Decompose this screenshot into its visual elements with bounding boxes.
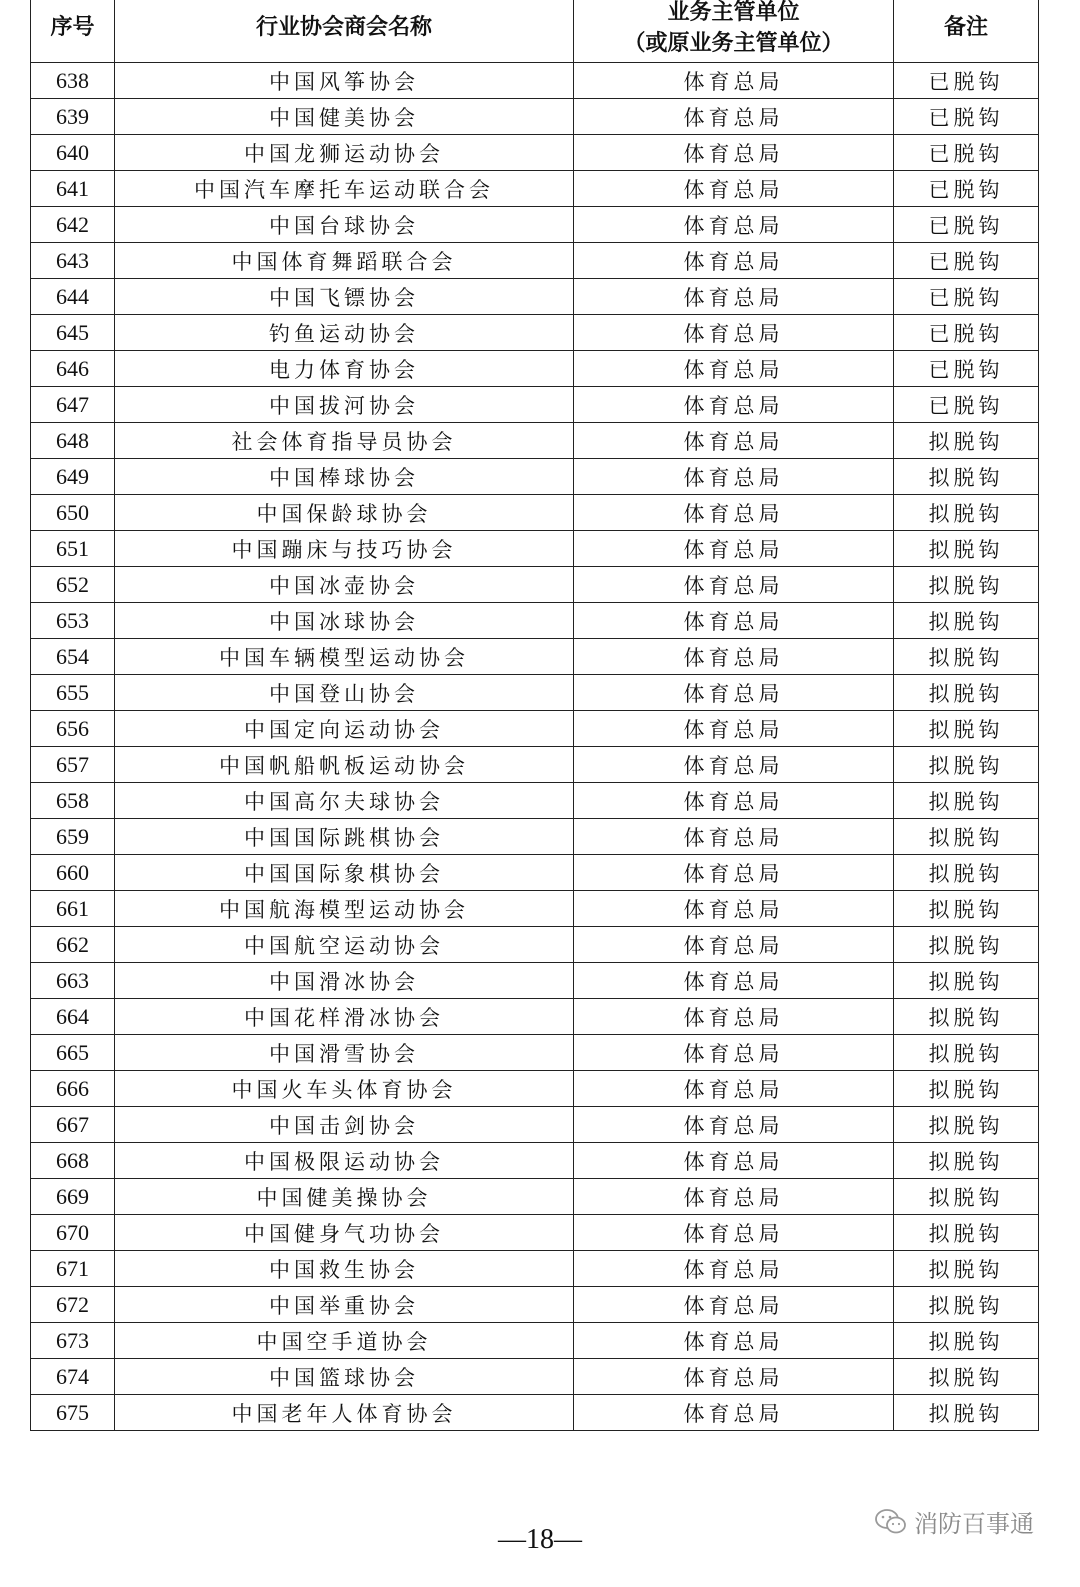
cell-supervising-unit: 体育总局: [574, 387, 894, 423]
cell-supervising-unit: 体育总局: [574, 783, 894, 819]
cell-remarks: 拟脱钩: [894, 747, 1039, 783]
cell-association-name: 中国定向运动协会: [115, 711, 574, 747]
cell-serial-number: 655: [31, 675, 115, 711]
header-supervising-unit-line1: 业务主管单位: [667, 0, 800, 25]
cell-remarks: 已脱钩: [894, 135, 1039, 171]
cell-remarks: 已脱钩: [894, 171, 1039, 207]
cell-serial-number: 660: [31, 855, 115, 891]
table-row: [31, 855, 1039, 891]
table-row: [31, 279, 1039, 315]
cell-remarks: 已脱钩: [894, 99, 1039, 135]
cell-remarks: 拟脱钩: [894, 927, 1039, 963]
table-row: [31, 1395, 1039, 1431]
cell-serial-number: 671: [31, 1251, 115, 1287]
table-row: [31, 99, 1039, 135]
cell-association-name: 中国国际象棋协会: [115, 855, 574, 891]
table-row: [31, 675, 1039, 711]
cell-supervising-unit: 体育总局: [574, 567, 894, 603]
cell-serial-number: 649: [31, 459, 115, 495]
cell-association-name: 电力体育协会: [115, 351, 574, 387]
cell-supervising-unit: 体育总局: [574, 1359, 894, 1395]
table-row: [31, 1215, 1039, 1251]
document-table-wrapper: [30, 0, 1038, 1431]
cell-association-name: 中国冰球协会: [115, 603, 574, 639]
cell-association-name: 中国花样滑冰协会: [115, 999, 574, 1035]
watermark-text: 消防百事通: [914, 1510, 1034, 1538]
cell-serial-number: 640: [31, 135, 115, 171]
cell-supervising-unit: 体育总局: [574, 459, 894, 495]
cell-supervising-unit: 体育总局: [574, 639, 894, 675]
cell-remarks: 拟脱钩: [894, 495, 1039, 531]
page-number: —18—: [498, 1524, 582, 1555]
cell-association-name: 中国滑雪协会: [115, 1035, 574, 1071]
cell-association-name: 中国车辆模型运动协会: [115, 639, 574, 675]
cell-association-name: 社会体育指导员协会: [115, 423, 574, 459]
cell-association-name: 中国救生协会: [115, 1251, 574, 1287]
cell-remarks: 已脱钩: [894, 207, 1039, 243]
cell-supervising-unit: 体育总局: [574, 99, 894, 135]
cell-association-name: 中国击剑协会: [115, 1107, 574, 1143]
table-row: [31, 1107, 1039, 1143]
cell-remarks: 已脱钩: [894, 387, 1039, 423]
cell-remarks: 拟脱钩: [894, 999, 1039, 1035]
table-row: [31, 423, 1039, 459]
cell-remarks: 拟脱钩: [894, 1395, 1039, 1431]
cell-serial-number: 641: [31, 171, 115, 207]
cell-remarks: 拟脱钩: [894, 783, 1039, 819]
cell-association-name: 中国老年人体育协会: [115, 1395, 574, 1431]
cell-remarks: 已脱钩: [894, 351, 1039, 387]
table-row: [31, 1179, 1039, 1215]
table-row: [31, 639, 1039, 675]
cell-serial-number: 669: [31, 1179, 115, 1215]
cell-remarks: 拟脱钩: [894, 567, 1039, 603]
table-row: [31, 1251, 1039, 1287]
cell-remarks: 拟脱钩: [894, 819, 1039, 855]
cell-remarks: 拟脱钩: [894, 711, 1039, 747]
table-row: [31, 927, 1039, 963]
cell-association-name: 钓鱼运动协会: [115, 315, 574, 351]
cell-association-name: 中国高尔夫球协会: [115, 783, 574, 819]
cell-serial-number: 650: [31, 495, 115, 531]
cell-serial-number: 653: [31, 603, 115, 639]
table-row: [31, 747, 1039, 783]
cell-remarks: 拟脱钩: [894, 1251, 1039, 1287]
cell-serial-number: 674: [31, 1359, 115, 1395]
table-row: [31, 567, 1039, 603]
cell-remarks: 拟脱钩: [894, 963, 1039, 999]
cell-remarks: 拟脱钩: [894, 1143, 1039, 1179]
cell-association-name: 中国火车头体育协会: [115, 1071, 574, 1107]
cell-association-name: 中国棒球协会: [115, 459, 574, 495]
cell-serial-number: 675: [31, 1395, 115, 1431]
cell-remarks: 拟脱钩: [894, 1287, 1039, 1323]
cell-supervising-unit: 体育总局: [574, 171, 894, 207]
cell-serial-number: 670: [31, 1215, 115, 1251]
cell-supervising-unit: 体育总局: [574, 1071, 894, 1107]
cell-serial-number: 638: [31, 63, 115, 99]
cell-serial-number: 667: [31, 1107, 115, 1143]
cell-supervising-unit: 体育总局: [574, 711, 894, 747]
table-row: [31, 999, 1039, 1035]
cell-remarks: 拟脱钩: [894, 1107, 1039, 1143]
cell-serial-number: 666: [31, 1071, 115, 1107]
table-row: [31, 783, 1039, 819]
table-row: [31, 711, 1039, 747]
cell-serial-number: 659: [31, 819, 115, 855]
header-association-name: 行业协会商会名称: [115, 0, 574, 63]
cell-supervising-unit: 体育总局: [574, 423, 894, 459]
cell-supervising-unit: 体育总局: [574, 891, 894, 927]
cell-serial-number: 648: [31, 423, 115, 459]
cell-association-name: 中国健身气功协会: [115, 1215, 574, 1251]
header-supervising-unit: [574, 0, 894, 63]
table-row: [31, 1287, 1039, 1323]
cell-remarks: 拟脱钩: [894, 531, 1039, 567]
cell-supervising-unit: 体育总局: [574, 315, 894, 351]
cell-association-name: 中国健美操协会: [115, 1179, 574, 1215]
cell-association-name: 中国极限运动协会: [115, 1143, 574, 1179]
cell-supervising-unit: 体育总局: [574, 999, 894, 1035]
table-header-row: [31, 0, 1039, 63]
cell-supervising-unit: 体育总局: [574, 279, 894, 315]
table-row: [31, 171, 1039, 207]
header-supervising-unit-line2: （或原业务主管单位）: [623, 30, 844, 56]
cell-remarks: 拟脱钩: [894, 1359, 1039, 1395]
cell-supervising-unit: 体育总局: [574, 1179, 894, 1215]
cell-association-name: 中国冰壶协会: [115, 567, 574, 603]
cell-remarks: 拟脱钩: [894, 855, 1039, 891]
cell-association-name: 中国体育舞蹈联合会: [115, 243, 574, 279]
cell-remarks: 拟脱钩: [894, 675, 1039, 711]
cell-association-name: 中国健美协会: [115, 99, 574, 135]
cell-supervising-unit: 体育总局: [574, 1143, 894, 1179]
cell-association-name: 中国拔河协会: [115, 387, 574, 423]
table-row: [31, 459, 1039, 495]
table-row: [31, 495, 1039, 531]
cell-supervising-unit: 体育总局: [574, 927, 894, 963]
table-row: [31, 1035, 1039, 1071]
cell-association-name: 中国举重协会: [115, 1287, 574, 1323]
table-row: [31, 603, 1039, 639]
cell-association-name: 中国帆船帆板运动协会: [115, 747, 574, 783]
cell-serial-number: 673: [31, 1323, 115, 1359]
table-row: [31, 243, 1039, 279]
table-row: [31, 819, 1039, 855]
cell-association-name: 中国空手道协会: [115, 1323, 574, 1359]
cell-serial-number: 656: [31, 711, 115, 747]
table-row: [31, 1323, 1039, 1359]
cell-serial-number: 643: [31, 243, 115, 279]
table-row: [31, 1071, 1039, 1107]
cell-serial-number: 651: [31, 531, 115, 567]
cell-supervising-unit: 体育总局: [574, 243, 894, 279]
cell-supervising-unit: 体育总局: [574, 963, 894, 999]
cell-serial-number: 664: [31, 999, 115, 1035]
cell-supervising-unit: 体育总局: [574, 1287, 894, 1323]
table-row: [31, 351, 1039, 387]
cell-remarks: 已脱钩: [894, 315, 1039, 351]
associations-table: [30, 0, 1039, 1431]
cell-remarks: 拟脱钩: [894, 891, 1039, 927]
cell-supervising-unit: 体育总局: [574, 63, 894, 99]
cell-remarks: 已脱钩: [894, 63, 1039, 99]
cell-association-name: 中国龙狮运动协会: [115, 135, 574, 171]
cell-association-name: 中国蹦床与技巧协会: [115, 531, 574, 567]
cell-remarks: 拟脱钩: [894, 603, 1039, 639]
cell-remarks: 拟脱钩: [894, 639, 1039, 675]
cell-remarks: 拟脱钩: [894, 423, 1039, 459]
cell-serial-number: 657: [31, 747, 115, 783]
cell-serial-number: 646: [31, 351, 115, 387]
cell-supervising-unit: 体育总局: [574, 1323, 894, 1359]
cell-serial-number: 652: [31, 567, 115, 603]
cell-association-name: 中国航空运动协会: [115, 927, 574, 963]
table-row: [31, 135, 1039, 171]
cell-supervising-unit: 体育总局: [574, 675, 894, 711]
cell-association-name: 中国滑冰协会: [115, 963, 574, 999]
cell-remarks: 拟脱钩: [894, 1035, 1039, 1071]
table-row: [31, 207, 1039, 243]
cell-association-name: 中国航海模型运动协会: [115, 891, 574, 927]
header-serial-number: 序号: [31, 0, 115, 63]
cell-supervising-unit: 体育总局: [574, 855, 894, 891]
table-row: [31, 387, 1039, 423]
cell-association-name: 中国风筝协会: [115, 63, 574, 99]
cell-remarks: 拟脱钩: [894, 459, 1039, 495]
cell-serial-number: 647: [31, 387, 115, 423]
cell-supervising-unit: 体育总局: [574, 351, 894, 387]
cell-remarks: 已脱钩: [894, 279, 1039, 315]
cell-supervising-unit: 体育总局: [574, 819, 894, 855]
header-remarks: 备注: [894, 0, 1039, 63]
cell-supervising-unit: 体育总局: [574, 603, 894, 639]
cell-supervising-unit: 体育总局: [574, 1035, 894, 1071]
cell-supervising-unit: 体育总局: [574, 1395, 894, 1431]
cell-association-name: 中国飞镖协会: [115, 279, 574, 315]
cell-serial-number: 662: [31, 927, 115, 963]
cell-serial-number: 645: [31, 315, 115, 351]
cell-serial-number: 661: [31, 891, 115, 927]
cell-serial-number: 672: [31, 1287, 115, 1323]
cell-association-name: 中国保龄球协会: [115, 495, 574, 531]
cell-association-name: 中国台球协会: [115, 207, 574, 243]
cell-supervising-unit: 体育总局: [574, 135, 894, 171]
cell-serial-number: 654: [31, 639, 115, 675]
table-row: [31, 63, 1039, 99]
cell-supervising-unit: 体育总局: [574, 1251, 894, 1287]
cell-supervising-unit: 体育总局: [574, 207, 894, 243]
cell-serial-number: 663: [31, 963, 115, 999]
cell-serial-number: 642: [31, 207, 115, 243]
cell-association-name: 中国篮球协会: [115, 1359, 574, 1395]
cell-remarks: 拟脱钩: [894, 1071, 1039, 1107]
cell-remarks: 拟脱钩: [894, 1179, 1039, 1215]
table-body: [31, 63, 1039, 1431]
cell-association-name: 中国汽车摩托车运动联合会: [115, 171, 574, 207]
cell-remarks: 拟脱钩: [894, 1215, 1039, 1251]
table-row: [31, 1359, 1039, 1395]
cell-serial-number: 639: [31, 99, 115, 135]
cell-remarks: 已脱钩: [894, 243, 1039, 279]
table-row: [31, 891, 1039, 927]
cell-serial-number: 658: [31, 783, 115, 819]
cell-serial-number: 644: [31, 279, 115, 315]
cell-supervising-unit: 体育总局: [574, 747, 894, 783]
cell-remarks: 拟脱钩: [894, 1323, 1039, 1359]
table-row: [31, 963, 1039, 999]
table-row: [31, 1143, 1039, 1179]
cell-serial-number: 668: [31, 1143, 115, 1179]
cell-supervising-unit: 体育总局: [574, 495, 894, 531]
cell-supervising-unit: 体育总局: [574, 1107, 894, 1143]
table-row: [31, 315, 1039, 351]
cell-association-name: 中国国际跳棋协会: [115, 819, 574, 855]
cell-supervising-unit: 体育总局: [574, 531, 894, 567]
table-row: [31, 531, 1039, 567]
cell-supervising-unit: 体育总局: [574, 1215, 894, 1251]
cell-serial-number: 665: [31, 1035, 115, 1071]
cell-association-name: 中国登山协会: [115, 675, 574, 711]
